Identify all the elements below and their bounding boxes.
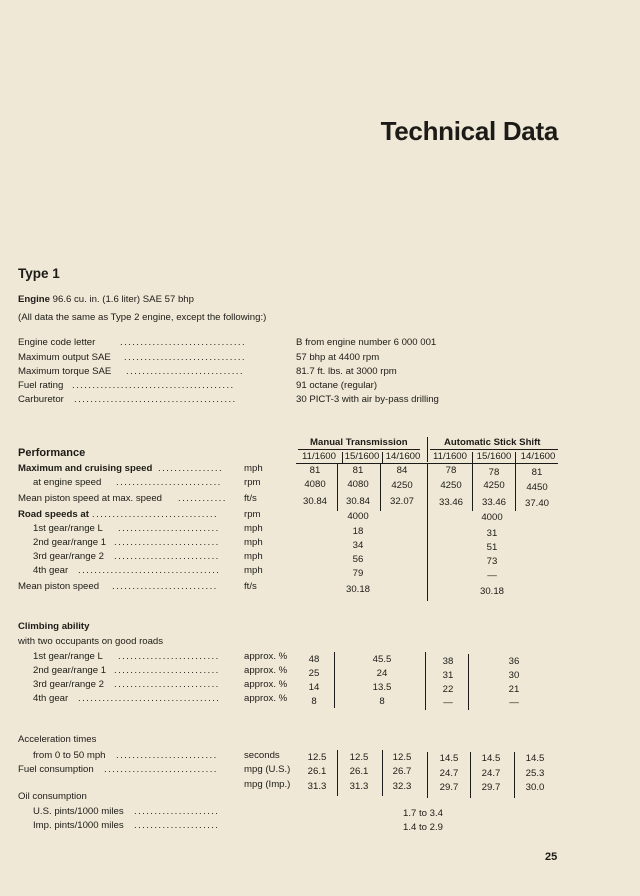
column-rule xyxy=(472,464,473,511)
row-label: Maximum and cruising speed xyxy=(18,463,153,474)
cell: — xyxy=(509,697,519,708)
cell: 14 xyxy=(308,682,320,693)
cell: 78 xyxy=(445,465,457,476)
column-header: 11/1600 xyxy=(302,451,336,462)
engine-desc: 96.6 cu. in. (1.6 liter) SAE 57 bhp xyxy=(52,294,194,305)
cell: 32.07 xyxy=(389,496,414,507)
leader-dots: ................ xyxy=(158,463,224,474)
leader-dots: .............................. xyxy=(124,352,246,363)
column-rule xyxy=(515,452,516,463)
cell: 30.18 xyxy=(345,584,370,595)
column-rule xyxy=(427,437,428,462)
cell: 24.7 xyxy=(481,768,501,779)
leader-dots: ......................... xyxy=(116,750,218,761)
leader-dots: .......................... xyxy=(112,581,218,592)
leader-dots: ............................ xyxy=(104,764,218,775)
row-unit: mph xyxy=(244,463,263,474)
row-unit: rpm xyxy=(244,477,261,488)
cell: 26.1 xyxy=(307,766,327,777)
cell: 81 xyxy=(352,465,364,476)
automatic-stick-shift-header: Automatic Stick Shift xyxy=(444,437,541,448)
column-rule xyxy=(382,750,383,796)
cell: 18 xyxy=(352,526,364,537)
spec-label: Maximum torque SAE xyxy=(18,366,112,377)
row-label: 2nd gear/range 1 xyxy=(33,537,107,548)
row-unit: approx. % xyxy=(244,665,288,676)
row-unit: rpm xyxy=(244,509,261,520)
leader-dots: .......................... xyxy=(114,551,220,562)
row-unit: ft/s xyxy=(244,493,257,504)
cell: 33.46 xyxy=(438,497,463,508)
column-rule xyxy=(382,452,383,463)
cell: 31.3 xyxy=(349,781,369,792)
row-unit: mpg (U.S.) xyxy=(244,764,291,775)
engine-line xyxy=(18,294,194,306)
row-unit: mph xyxy=(244,537,263,548)
row-label: Mean piston speed at max. speed xyxy=(18,493,162,504)
leader-dots: ........................................ xyxy=(72,380,235,391)
row-label: 1st gear/range L xyxy=(33,523,103,534)
cell: 8 xyxy=(379,696,385,707)
page-number: 25 xyxy=(545,851,558,863)
cell: 84 xyxy=(396,465,408,476)
cell: 4250 xyxy=(483,480,505,491)
oil-heading: Oil consumption xyxy=(18,791,87,802)
page-title: Technical Data xyxy=(380,116,558,146)
column-rule xyxy=(425,652,426,710)
row-unit: mph xyxy=(244,565,263,576)
row-unit: mph xyxy=(244,523,263,534)
leader-dots: ............................... xyxy=(120,337,247,348)
column-rule xyxy=(380,464,381,511)
cell: 12.5 xyxy=(349,752,369,763)
row-unit: mpg (Imp.) xyxy=(244,779,291,790)
row-label: Imp. pints/1000 miles xyxy=(33,820,124,831)
column-rule xyxy=(427,752,428,798)
cell: 4080 xyxy=(304,479,326,490)
cell: 13.5 xyxy=(372,682,392,693)
row-label: 3rd gear/range 2 xyxy=(33,551,104,562)
manual-transmission-header: Manual Transmission xyxy=(310,437,408,448)
leader-dots: ................................... xyxy=(78,565,221,576)
cell: 79 xyxy=(352,568,364,579)
cell: 29.7 xyxy=(481,782,501,793)
leader-dots: ..................... xyxy=(134,820,220,831)
leader-dots: ..................... xyxy=(134,806,220,817)
cell: 4000 xyxy=(347,511,369,522)
climbing-heading: Climbing ability xyxy=(18,621,90,632)
cell: 30.84 xyxy=(302,496,327,507)
leader-dots: ........................................ xyxy=(74,394,237,405)
cell: — xyxy=(443,697,453,708)
cell: 14.5 xyxy=(525,753,545,764)
row-label: U.S. pints/1000 miles xyxy=(33,806,124,817)
cell: — xyxy=(487,570,497,581)
row-unit: ft/s xyxy=(244,581,257,592)
cell: 31 xyxy=(486,528,498,539)
spec-label: Maximum output SAE xyxy=(18,352,111,363)
row-label: Road speeds at xyxy=(18,509,89,520)
cell: 21 xyxy=(508,684,520,695)
row-unit: mph xyxy=(244,551,263,562)
cell: 1.4 to 2.9 xyxy=(402,822,443,833)
row-unit: approx. % xyxy=(244,693,288,704)
cell: 25.3 xyxy=(525,768,545,779)
row-label: from 0 to 50 mph xyxy=(33,750,106,761)
cell: 12.5 xyxy=(392,752,412,763)
row-label: at engine speed xyxy=(33,477,102,488)
cell: 25 xyxy=(308,668,320,679)
cell: 36 xyxy=(508,656,520,667)
row-unit: approx. % xyxy=(244,651,288,662)
cell: 26.7 xyxy=(392,766,412,777)
cell: 12.5 xyxy=(307,752,327,763)
row-label: 4th gear xyxy=(33,693,69,704)
cell: 14.5 xyxy=(481,753,501,764)
column-header: 15/1600 xyxy=(344,451,380,462)
cell: 30 xyxy=(508,670,520,681)
spec-value: 57 bhp at 4400 rpm xyxy=(296,352,380,363)
type-heading: Type 1 xyxy=(18,266,60,281)
leader-dots: ................................... xyxy=(78,693,221,704)
cell: 30.84 xyxy=(345,496,370,507)
cell: 8 xyxy=(311,696,317,707)
cell: 24 xyxy=(376,668,388,679)
row-unit: approx. % xyxy=(244,679,288,690)
spec-value: 81.7 ft. lbs. at 3000 rpm xyxy=(296,366,397,377)
cell: 34 xyxy=(352,540,364,551)
spec-label: Fuel rating xyxy=(18,380,64,391)
engine-label: Engine xyxy=(18,294,50,305)
spec-value: 91 octane (regular) xyxy=(296,380,378,391)
cell: 33.46 xyxy=(481,497,506,508)
column-header: 14/1600 xyxy=(520,451,556,462)
cell: 56 xyxy=(352,554,364,565)
cell: 14.5 xyxy=(439,753,459,764)
cell: 4000 xyxy=(481,512,503,523)
cell: 4250 xyxy=(391,480,413,491)
cell: 1.7 to 3.4 xyxy=(402,808,443,819)
cell: 22 xyxy=(442,684,454,695)
engine-note: (All data the same as Type 2 engine, except the following:) xyxy=(18,312,267,323)
cell: 30.18 xyxy=(479,586,504,597)
leader-dots: ............................... xyxy=(92,509,219,520)
cell: 48 xyxy=(308,654,320,665)
cell: 4450 xyxy=(526,482,548,493)
column-rule xyxy=(427,464,428,601)
cell: 81 xyxy=(309,465,321,476)
cell: 51 xyxy=(486,542,498,553)
leader-dots: .......................... xyxy=(116,477,222,488)
spec-value: B from engine number 6 000 001 xyxy=(296,337,437,348)
cell: 73 xyxy=(486,556,498,567)
spec-label: Carburetor xyxy=(18,394,64,405)
row-label: 2nd gear/range 1 xyxy=(33,665,107,676)
spec-value: 30 PICT-3 with air by-pass drilling xyxy=(296,394,439,405)
column-rule xyxy=(337,464,338,511)
column-header: 11/1600 xyxy=(433,451,467,462)
column-rule xyxy=(514,752,515,798)
column-rule xyxy=(468,654,469,710)
row-label: Fuel consumption xyxy=(18,764,94,775)
cell: 29.7 xyxy=(439,782,459,793)
leader-dots: .......................... xyxy=(114,665,220,676)
header-underline xyxy=(298,449,420,450)
column-rule xyxy=(337,750,338,796)
row-label: 4th gear xyxy=(33,565,69,576)
climbing-subheading: with two occupants on good roads xyxy=(18,636,164,647)
cell: 31 xyxy=(442,670,454,681)
cell: 81 xyxy=(531,467,543,478)
row-label: 3rd gear/range 2 xyxy=(33,679,104,690)
column-header: 14/1600 xyxy=(385,451,421,462)
column-rule xyxy=(334,652,335,708)
cell: 32.3 xyxy=(392,781,412,792)
row-label: 1st gear/range L xyxy=(33,651,103,662)
performance-heading: Performance xyxy=(18,447,86,459)
row-unit: seconds xyxy=(244,750,280,761)
cell: 4080 xyxy=(347,479,369,490)
column-header: 15/1600 xyxy=(476,451,512,462)
column-rule xyxy=(472,452,473,463)
cell: 38 xyxy=(442,656,454,667)
leader-dots: ......................... xyxy=(118,651,220,662)
cell: 78 xyxy=(488,467,500,478)
leader-dots: .......................... xyxy=(114,537,220,548)
cell: 37.40 xyxy=(524,498,549,509)
leader-dots: ............ xyxy=(178,493,227,504)
cell: 4250 xyxy=(440,480,462,491)
cell: 31.3 xyxy=(307,781,327,792)
column-rule xyxy=(515,464,516,511)
cell: 45.5 xyxy=(372,654,392,665)
column-rule xyxy=(342,452,343,463)
row-label: Mean piston speed xyxy=(18,581,100,592)
header-underline xyxy=(430,449,558,450)
cell: 30.0 xyxy=(525,782,545,793)
acceleration-heading: Acceleration times xyxy=(18,734,97,745)
leader-dots: .......................... xyxy=(114,679,220,690)
column-rule xyxy=(470,752,471,798)
spec-label: Engine code letter xyxy=(18,337,96,348)
cell: 24.7 xyxy=(439,768,459,779)
leader-dots: ......................... xyxy=(118,523,220,534)
cell: 26.1 xyxy=(349,766,369,777)
leader-dots: ............................. xyxy=(126,366,244,377)
